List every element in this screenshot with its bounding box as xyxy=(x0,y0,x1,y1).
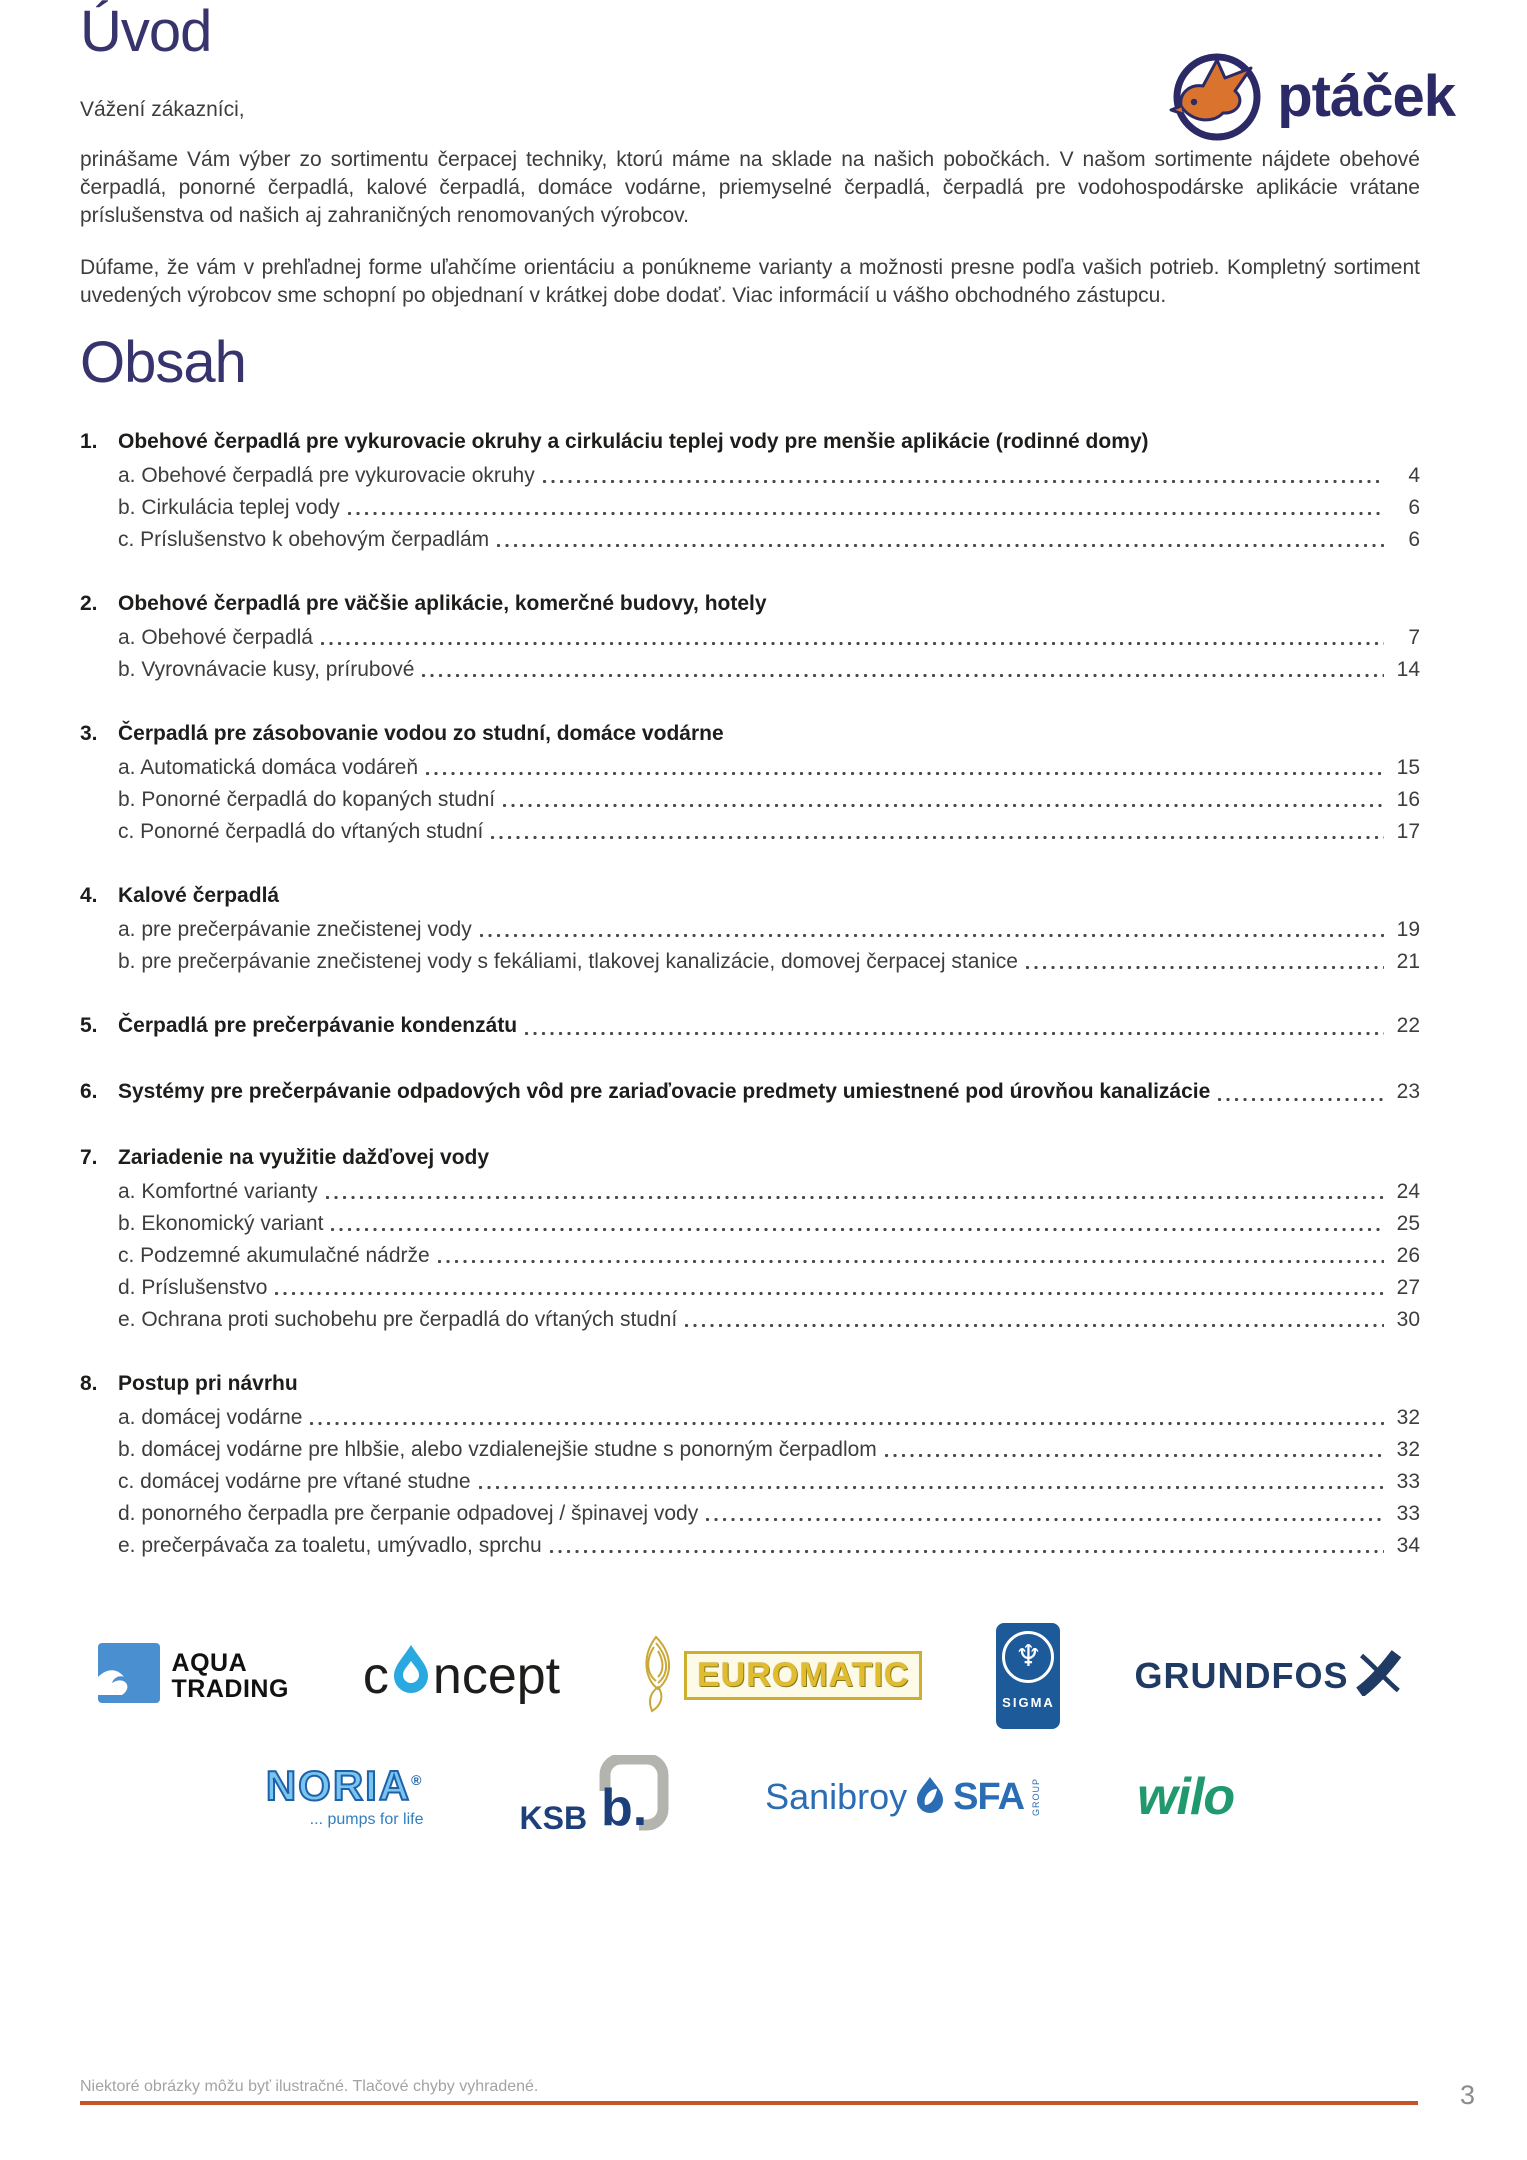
toc-section-number: 4. xyxy=(80,883,98,907)
toc-section xyxy=(80,429,1420,551)
toc-item xyxy=(118,951,1420,973)
toc-item-label: d. Príslušenstvo xyxy=(118,1275,268,1299)
dot-leader xyxy=(480,934,1384,937)
euromatic-wordmark-box xyxy=(684,1651,922,1700)
toc-item-label: a. Obehové čerpadlá pre vykurovacie okruhy xyxy=(118,463,535,487)
toc-section-label: Obehové čerpadlá pre väčšie aplikácie, komerčné budovy, hotely xyxy=(118,591,767,615)
toc-section xyxy=(80,1145,1420,1331)
toc-item-label: c. Ponorné čerpadlá do vŕtaných studní xyxy=(118,819,484,843)
toc-item xyxy=(118,919,1420,941)
sfa-group-label: GROUP xyxy=(1031,1778,1042,1817)
toc-page-number: 33 xyxy=(1396,1501,1420,1525)
toc-page-number: 6 xyxy=(1408,527,1420,551)
sigma-emblem xyxy=(996,1623,1060,1729)
toc-item xyxy=(118,1503,1420,1525)
toc-title: Obsah xyxy=(80,329,246,395)
dot-leader xyxy=(543,480,1384,483)
toc-page-number: 33 xyxy=(1396,1469,1420,1493)
dot-leader xyxy=(706,1518,1384,1521)
toc-page-number: 7 xyxy=(1408,625,1420,649)
toc-item-label: d. ponorného čerpadla pre čerpanie odpadovej / špinavej vody xyxy=(118,1501,699,1525)
toc-section xyxy=(80,591,1420,681)
toc-item xyxy=(118,1407,1420,1429)
wilo-wordmark: wilo xyxy=(1137,1768,1235,1827)
registered-mark: ® xyxy=(411,1772,424,1789)
toc-page-number: 17 xyxy=(1396,819,1420,843)
aqua-trading-logo xyxy=(98,1643,289,1708)
intro-paragraph-1: prinášame Vám výber zo sortimentu čerpacej techniky, ktorú máme na sklade na našich pobočkách. V našom sortimente nájdete obehové čerpadlá, ponorné čerpadlá, kalové čerpadlá, domáce vodárne, priemyselné čerpadlá, čerpadlá pre vodohospodárske aplikácie vrátane príslušenstva od našich aj zahraničných renomovaných výrobcov. xyxy=(80,147,1420,227)
intro-paragraph-2: Dúfame, že vám v prehľadnej forme uľahčíme orientáciu a ponúkneme varianty a možnosti presne podľa vašich potrieb. Kompletný sortiment uvedených výrobcov sme schopní po objednaní v krátkej dobe dodať. Viac informácií u vášho obchodného zástupcu. xyxy=(80,255,1420,307)
toc-page-number: 22 xyxy=(1396,1013,1420,1037)
toc-page-number: 14 xyxy=(1396,657,1420,681)
concept-logo xyxy=(363,1643,560,1708)
toc-item xyxy=(118,529,1420,551)
toc-section-number: 2. xyxy=(80,591,98,615)
toc-section-number: 1. xyxy=(80,429,98,453)
dot-leader xyxy=(503,804,1384,807)
toc-section-number: 8. xyxy=(80,1371,98,1395)
toc-item xyxy=(118,659,1420,681)
dot-leader xyxy=(321,642,1384,645)
dot-leader xyxy=(550,1550,1384,1553)
toc-item-label: b. Vyrovnávacie kusy, prírubové xyxy=(118,657,415,681)
toc-section xyxy=(80,1371,1420,1557)
toc-page-number: 26 xyxy=(1396,1243,1420,1267)
toc-section-label: Systémy pre prečerpávanie odpadových vôd pre zariaďovacie predmety umiestnené pod úrovňou kanalizácie xyxy=(118,1079,1211,1103)
toc-page-number: 16 xyxy=(1396,787,1420,811)
toc-item xyxy=(118,627,1420,649)
euromatic-logo xyxy=(634,1631,922,1720)
toc-section xyxy=(80,1079,1420,1105)
toc-item-label: c. Podzemné akumulačné nádrže xyxy=(118,1243,430,1267)
euromatic-leaf-icon xyxy=(634,1631,678,1720)
toc-page-number: 15 xyxy=(1396,755,1420,779)
toc-item-label: a. Automatická domáca vodáreň xyxy=(118,755,419,779)
dot-leader xyxy=(438,1260,1384,1263)
dot-leader xyxy=(348,512,1384,515)
toc-section-title xyxy=(80,721,1420,747)
grundfos-logo xyxy=(1134,1650,1402,1701)
toc-item xyxy=(118,1181,1420,1203)
toc-section-number: 6. xyxy=(80,1079,98,1103)
toc-item-label: b. Cirkulácia teplej vody xyxy=(118,495,340,519)
ptacek-wordmark: ptáček xyxy=(1277,63,1455,129)
toc-page-number: 23 xyxy=(1396,1079,1420,1103)
toc-page-number: 6 xyxy=(1408,495,1420,519)
dot-leader xyxy=(479,1486,1384,1489)
toc-item-label: a. Obehové čerpadlá xyxy=(118,625,313,649)
dot-leader xyxy=(497,544,1384,547)
toc-section-title xyxy=(80,591,1420,617)
toc-section-label: Čerpadlá pre prečerpávanie kondenzátu xyxy=(118,1013,518,1037)
toc-page-number: 4 xyxy=(1408,463,1420,487)
toc-section-title xyxy=(80,1145,1420,1171)
aqua-line2: TRADING xyxy=(171,1674,289,1703)
noria-wordmark xyxy=(265,1762,424,1810)
sigma-logo xyxy=(996,1623,1060,1729)
partner-logos-row-2 xyxy=(80,1755,1420,1840)
aqua-trading-wave-icon xyxy=(98,1643,160,1708)
toc-page-number: 19 xyxy=(1396,917,1420,941)
dot-leader xyxy=(422,674,1384,677)
dot-leader xyxy=(331,1228,1384,1231)
toc-item-label: b. Ekonomický variant xyxy=(118,1211,324,1235)
toc-page-number: 27 xyxy=(1396,1275,1420,1299)
toc-item-label: a. domácej vodárne xyxy=(118,1405,303,1429)
toc-section-label: Obehové čerpadlá pre vykurovacie okruhy a cirkuláciu teplej vody pre menšie aplikácie (rodinné domy) xyxy=(118,429,1149,453)
concept-drop-icon xyxy=(391,1643,431,1708)
sfa-drop-icon xyxy=(915,1775,945,1820)
ksb-logo xyxy=(520,1755,670,1840)
toc-item-label: c. domácej vodárne pre vŕtané studne xyxy=(118,1469,471,1493)
toc-section-title xyxy=(80,1079,1420,1105)
grundfos-wordmark: GRUNDFOS xyxy=(1134,1654,1349,1696)
sanibroy-sfa-logo xyxy=(765,1775,1041,1820)
toc-item-label: b. pre prečerpávanie znečistenej vody s fekáliami, tlakovej kanalizácie, domovej čerpacej stanice xyxy=(118,949,1018,973)
ptacek-bird-icon xyxy=(1167,44,1267,149)
grundfos-x-icon xyxy=(1356,1650,1402,1701)
dot-leader xyxy=(685,1324,1384,1327)
toc-item xyxy=(118,1535,1420,1557)
toc-page-number: 34 xyxy=(1396,1533,1420,1557)
toc-section-title xyxy=(80,1371,1420,1397)
dot-leader xyxy=(491,836,1384,839)
toc-item-label: a. pre prečerpávanie znečistenej vody xyxy=(118,917,472,941)
toc-page-number: 21 xyxy=(1396,949,1420,973)
svg-text:b.: b. xyxy=(601,1778,648,1835)
toc-section-label: Čerpadlá pre zásobovanie vodou zo studní, domáce vodárne xyxy=(118,721,724,745)
sfa-wordmark: SFA xyxy=(953,1775,1025,1818)
dot-leader xyxy=(326,1196,1384,1199)
aqua-trading-wordmark xyxy=(172,1650,289,1702)
toc-list xyxy=(80,429,1420,1557)
toc-item xyxy=(118,1471,1420,1493)
toc-item-label: e. prečerpávača za toaletu, umývadlo, sprchu xyxy=(118,1533,542,1557)
toc-page-number: 32 xyxy=(1396,1437,1420,1461)
toc-section-title xyxy=(80,429,1420,455)
noria-tagline: ... pumps for life xyxy=(309,1811,424,1829)
toc-item xyxy=(118,789,1420,811)
noria-logo xyxy=(265,1762,424,1829)
toc-section-title xyxy=(80,883,1420,909)
sigma-trident-icon: ♆ xyxy=(1002,1631,1054,1683)
toc-section xyxy=(80,721,1420,843)
toc-item xyxy=(118,757,1420,779)
toc-item xyxy=(118,1277,1420,1299)
concept-text-pre: c xyxy=(362,1646,389,1705)
toc-item xyxy=(118,821,1420,843)
wilo-logo xyxy=(1137,1767,1234,1827)
toc-item xyxy=(118,1213,1420,1235)
toc-page-number: 24 xyxy=(1396,1179,1420,1203)
toc-page-number: 32 xyxy=(1396,1405,1420,1429)
dot-leader xyxy=(310,1422,1384,1425)
toc-item-label: a. Komfortné varianty xyxy=(118,1179,318,1203)
toc-item xyxy=(118,1309,1420,1331)
toc-item-label: b. Ponorné čerpadlá do kopaných studní xyxy=(118,787,496,811)
noria-text: NORIA xyxy=(265,1762,412,1810)
euromatic-wordmark: EUROMATIC xyxy=(697,1656,910,1695)
dot-leader xyxy=(525,1032,1384,1035)
partner-logos-row-1 xyxy=(80,1623,1420,1729)
toc-section-title xyxy=(80,1013,1420,1039)
toc-section-number: 3. xyxy=(80,721,98,745)
toc-item xyxy=(118,497,1420,519)
greeting-line: Vážení zákazníci, xyxy=(80,97,245,121)
toc-section-label: Postup pri návrhu xyxy=(118,1371,298,1395)
ksb-b-icon xyxy=(595,1755,669,1840)
page-number: 3 xyxy=(1459,2080,1475,2110)
dot-leader xyxy=(885,1454,1384,1457)
toc-item xyxy=(118,1245,1420,1267)
toc-section xyxy=(80,883,1420,973)
footer-rule xyxy=(80,2101,1418,2105)
toc-section-label: Kalové čerpadlá xyxy=(118,883,280,907)
toc-item xyxy=(118,465,1420,487)
toc-item-label: b. domácej vodárne pre hlbšie, alebo vzdialenejšie studne s ponorným čerpadlom xyxy=(118,1437,877,1461)
ksb-wordmark: KSB xyxy=(519,1799,588,1836)
sigma-wordmark: SIGMA xyxy=(1002,1694,1055,1710)
toc-item-label: c. Príslušenstvo k obehovým čerpadlám xyxy=(118,527,490,551)
concept-text-post: ncept xyxy=(432,1646,561,1705)
dot-leader xyxy=(275,1292,1384,1295)
intro-title: Úvod xyxy=(80,0,212,64)
toc-section-number: 5. xyxy=(80,1013,98,1037)
toc-page-number: 25 xyxy=(1396,1211,1420,1235)
toc-section-number: 7. xyxy=(80,1145,98,1169)
dot-leader xyxy=(1026,966,1384,969)
footer-disclaimer: Niektoré obrázky môžu byť ilustračné. Tlačové chyby vyhradené. xyxy=(80,2078,539,2095)
aqua-line1: AQUA xyxy=(171,1648,248,1677)
ptacek-logo xyxy=(1167,44,1455,149)
toc-item-label: e. Ochrana proti suchobehu pre čerpadlá do vŕtaných studní xyxy=(118,1307,678,1331)
toc-section xyxy=(80,1013,1420,1039)
toc-item xyxy=(118,1439,1420,1461)
toc-page-number: 30 xyxy=(1396,1307,1420,1331)
sanibroy-wordmark: Sanibroy xyxy=(765,1776,908,1818)
toc-section-label: Zariadenie na využitie dažďovej vody xyxy=(118,1145,490,1169)
dot-leader xyxy=(426,772,1384,775)
dot-leader xyxy=(1218,1098,1384,1101)
